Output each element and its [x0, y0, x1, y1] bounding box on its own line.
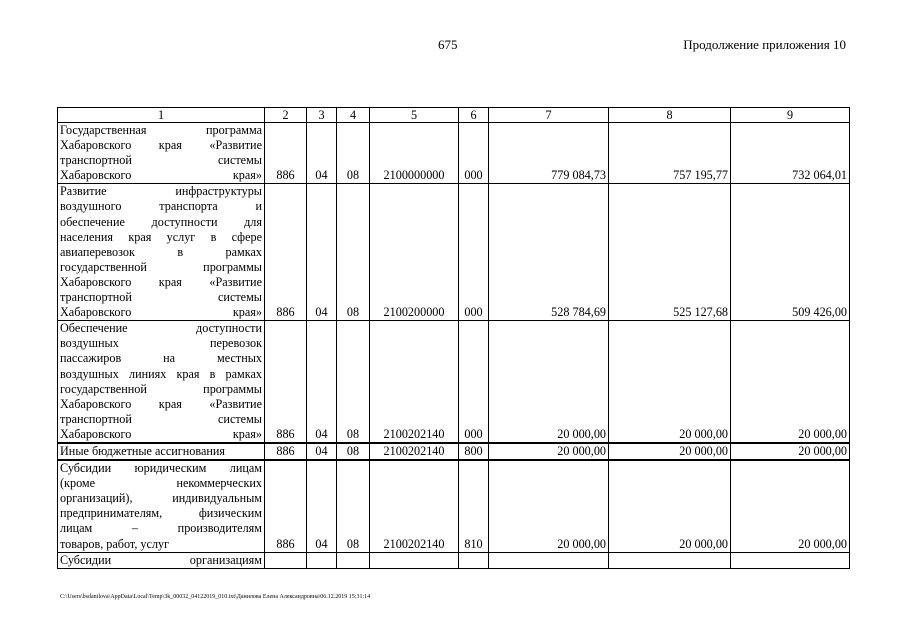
item-name-line: государственной программы — [60, 381, 262, 396]
column-number-row — [58, 108, 850, 123]
subsection-code: 08 — [337, 123, 370, 184]
amount-col7: 20 000,00 — [489, 460, 609, 552]
subsection-code — [337, 552, 370, 568]
item-name-line: Государственная программа — [60, 123, 262, 137]
ministry-code: 886 — [265, 123, 307, 184]
section-code — [307, 552, 337, 568]
target-article-code — [370, 552, 459, 568]
ministry-code: 886 — [265, 184, 307, 321]
section-code: 04 — [307, 184, 337, 321]
expense-type-code: 000 — [459, 184, 489, 321]
section-code: 04 — [307, 443, 337, 460]
target-article-code: 2100000000 — [370, 123, 459, 184]
item-name-line: лицам – производителям — [60, 521, 262, 536]
ministry-code: 886 — [265, 460, 307, 552]
item-name-line: Хабаровского края «Развитие — [60, 396, 262, 411]
item-name-line: предпринимателям, физическим — [60, 506, 262, 521]
amount-col9: 20 000,00 — [731, 321, 850, 443]
subsection-code: 08 — [337, 460, 370, 552]
section-code: 04 — [307, 460, 337, 552]
column-header: 5 — [370, 108, 459, 123]
target-article-code: 2100202140 — [370, 443, 459, 460]
budget-table — [57, 107, 850, 569]
item-name — [58, 123, 265, 184]
amount-col8: 20 000,00 — [609, 321, 731, 443]
column-header: 7 — [489, 108, 609, 123]
item-name-line: Хабаровского края «Развитие — [60, 274, 262, 289]
appendix-continuation: Продолжение приложения 10 — [683, 37, 846, 52]
item-name — [58, 321, 265, 443]
item-name-line: воздушного транспорта и — [60, 199, 262, 214]
item-name-line: обеспечение доступности для — [60, 214, 262, 229]
column-header: 9 — [731, 108, 850, 123]
page-number: 675 — [438, 37, 458, 52]
table-row — [58, 552, 850, 568]
item-name-line: Субсидии юридическим лицам — [60, 461, 262, 476]
expense-type-code — [459, 552, 489, 568]
item-name-line: государственной программы — [60, 259, 262, 274]
subsection-code: 08 — [337, 184, 370, 321]
subsection-code: 08 — [337, 321, 370, 443]
item-name-line: воздушных перевозок — [60, 336, 262, 351]
table-row — [58, 443, 850, 460]
item-name-line: Хабаровского края» — [60, 426, 262, 441]
amount-col8: 525 127,68 — [609, 184, 731, 321]
subsection-code: 08 — [337, 443, 370, 460]
footer-file-path: C:\Users\bsdanilova\AppData\Local\Temp\3k_00032_04122019_010.txt\Данилова Елена Александровна\06.12.2019 15:31:14 — [60, 594, 371, 600]
amount-col7: 528 784,69 — [489, 184, 609, 321]
table-row — [58, 184, 850, 321]
table-row — [58, 123, 850, 184]
item-name-line: Хабаровского края» — [60, 305, 262, 320]
target-article-code: 2100200000 — [370, 184, 459, 321]
item-name-line: Хабаровского края «Развитие — [60, 138, 262, 153]
item-name — [58, 443, 265, 460]
item-name-line: транспортной системы — [60, 153, 262, 168]
ministry-code: 886 — [265, 321, 307, 443]
target-article-code: 2100202140 — [370, 460, 459, 552]
expense-type-code: 000 — [459, 123, 489, 184]
item-name — [58, 552, 265, 568]
item-name — [58, 184, 265, 321]
target-article-code: 2100202140 — [370, 321, 459, 443]
column-header: 3 — [307, 108, 337, 123]
amount-col9: 732 064,01 — [731, 123, 850, 184]
amount-col7: 20 000,00 — [489, 443, 609, 460]
amount-col9: 509 426,00 — [731, 184, 850, 321]
item-name — [58, 460, 265, 552]
item-name-line: транспортной системы — [60, 411, 262, 426]
item-name-line: населения края услуг в сфере — [60, 229, 262, 244]
column-header: 2 — [265, 108, 307, 123]
item-name-line: транспортной системы — [60, 290, 262, 305]
amount-col8: 20 000,00 — [609, 460, 731, 552]
item-name-line: авиаперевозок в рамках — [60, 244, 262, 259]
amount-col7: 779 084,73 — [489, 123, 609, 184]
amount-col7 — [489, 552, 609, 568]
ministry-code — [265, 552, 307, 568]
amount-col8: 757 195,77 — [609, 123, 731, 184]
item-name-line: Хабаровского края» — [60, 168, 262, 183]
section-code: 04 — [307, 321, 337, 443]
ministry-code: 886 — [265, 443, 307, 460]
column-header: 6 — [459, 108, 489, 123]
amount-col9 — [731, 552, 850, 568]
amount-col9: 20 000,00 — [731, 460, 850, 552]
table-row — [58, 460, 850, 552]
column-header: 1 — [58, 108, 265, 123]
expense-type-code: 810 — [459, 460, 489, 552]
item-name-line: Обеспечение доступности — [60, 321, 262, 336]
amount-col7: 20 000,00 — [489, 321, 609, 443]
expense-type-code: 000 — [459, 321, 489, 443]
item-name-line: Иные бюджетные ассигнования — [60, 443, 226, 458]
item-name-line: воздушных линиях края в рамках — [60, 366, 262, 381]
item-name-line: Развитие инфраструктуры — [60, 184, 262, 199]
amount-col9: 20 000,00 — [731, 443, 850, 460]
item-name-line: пассажиров на местных — [60, 351, 262, 366]
item-name-line: Субсидии организациям — [60, 552, 262, 567]
item-name-line: товаров, работ, услуг — [60, 536, 170, 551]
table-row — [58, 321, 850, 443]
amount-col8 — [609, 552, 731, 568]
item-name-line: (кроме некоммерческих — [60, 476, 262, 491]
amount-col8: 20 000,00 — [609, 443, 731, 460]
column-header: 8 — [609, 108, 731, 123]
section-code: 04 — [307, 123, 337, 184]
column-header: 4 — [337, 108, 370, 123]
item-name-line: организаций), индивидуальным — [60, 491, 262, 506]
expense-type-code: 800 — [459, 443, 489, 460]
